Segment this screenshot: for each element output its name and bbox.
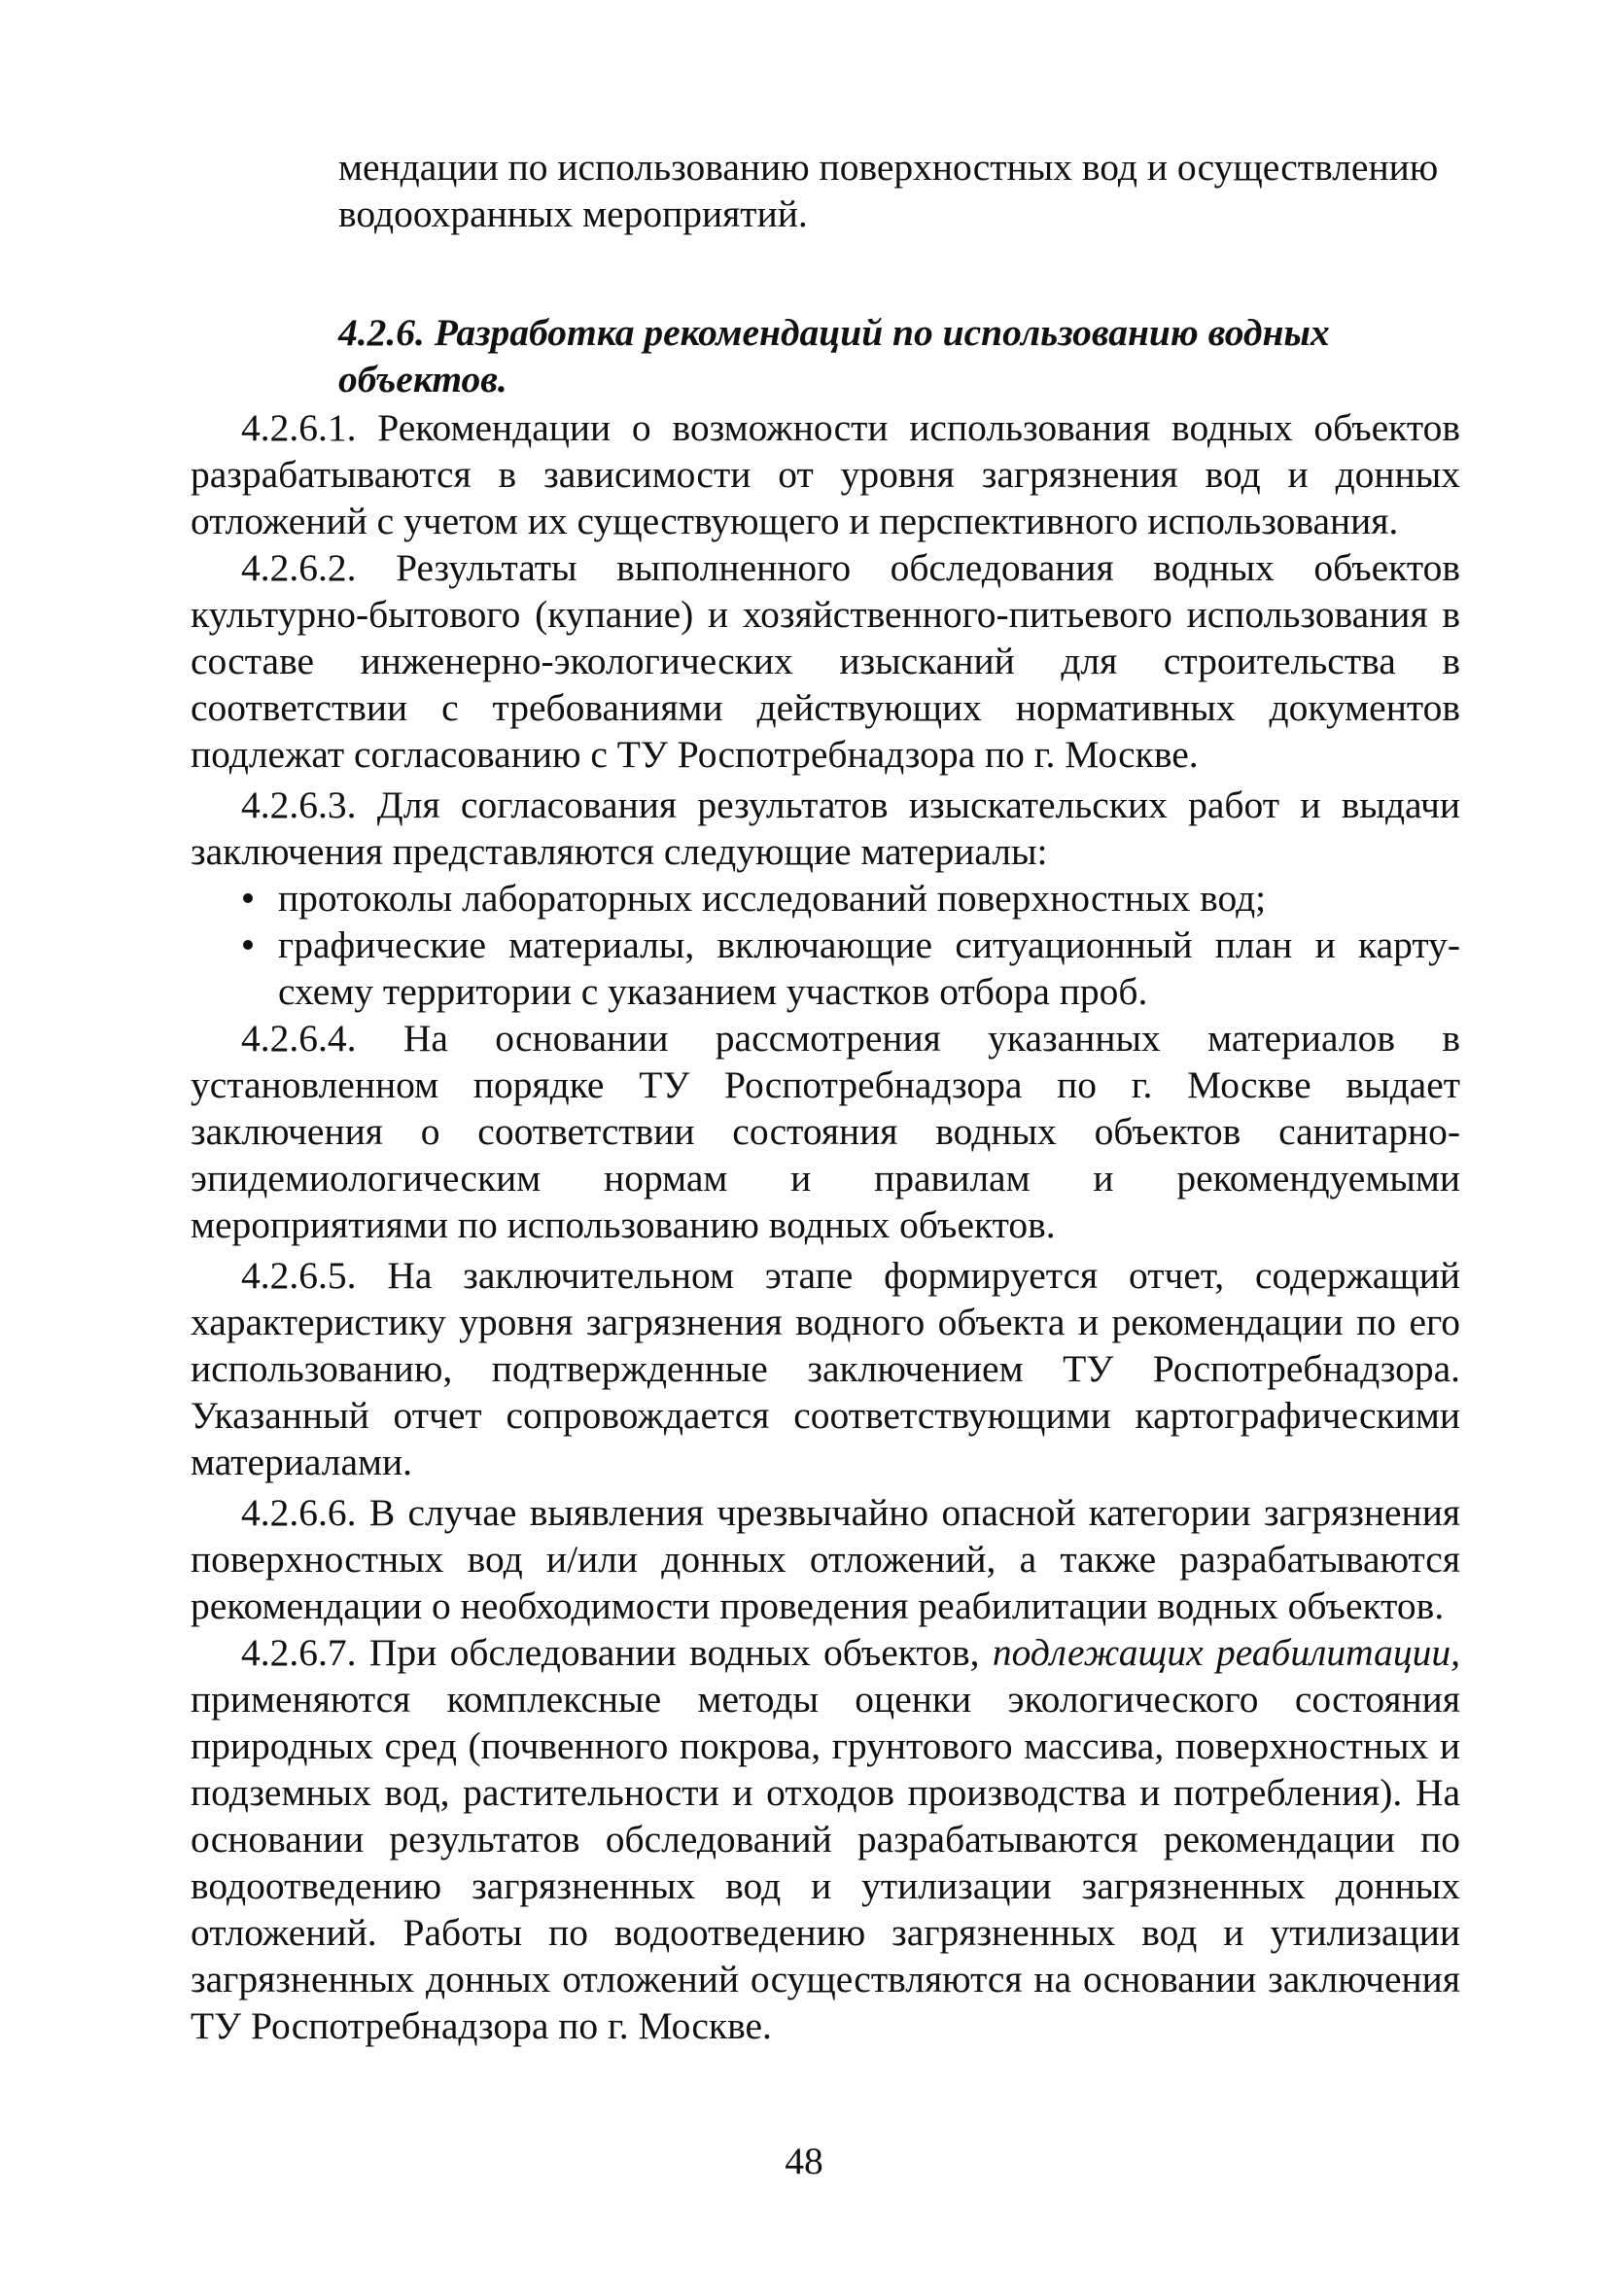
paragraph-text-start: 4.2.6.7. При обследовании водных объектов, — [241, 1631, 993, 1674]
list-item-text: графические материалы, включающие ситуационный план и карту-схему территории с указанием участков отбора проб. — [278, 923, 1460, 1013]
bullet-icon — [243, 940, 253, 950]
paragraph-4-2-6-5: 4.2.6.5. На заключительном этапе формируется отчет, содержащий характеристику уровня загрязнения водного объекта и рекомендации по его использованию, подтвержденные заключением ТУ Роспотребнадзора. Указанный отчет сопровождается соответствующими картографическими материалами. — [191, 1254, 1460, 1483]
list-item-text: протоколы лабораторных исследований поверхностных вод; — [278, 877, 1267, 920]
section-heading: 4.2.6. Разработка рекомендаций по использованию водных объектов. — [338, 311, 1330, 400]
list-item — [237, 922, 1460, 1015]
paragraph-4-2-6-4: 4.2.6.4. На основании рассмотрения указанных материалов в установленном порядке ТУ Роспотребнадзора по г. Москве выдает заключения о соответствии состояния водных объектов санитарно-эпидемиологическим нормам и правилам и рекомендуемыми мероприятиями по использованию водных объектов. — [191, 1017, 1460, 1246]
paragraph-4-2-6-7 — [191, 1629, 1460, 2049]
paragraph-4-2-6-2: 4.2.6.2. Результаты выполненного обследования водных объектов культурно-бытового (купание) и хозяйственного-питьевого использования в составе инженерно-экологических изысканий для строительства в соответствии с требованиями действующих нормативных документов подлежат согласованию с ТУ Роспотребнадзора по г. Москве. — [191, 546, 1460, 776]
paragraph-4-2-6-3: 4.2.6.3. Для согласования результатов изыскательских работ и выдачи заключения представляются следующие материалы: — [191, 783, 1460, 873]
bullet-icon — [243, 893, 253, 903]
paragraph-text-end: применяются комплексные методы оценки экологического состояния природных сред (почвенного покрова, грунтового массива, поверхностных и подземных вод, растительности и отходов производства и потребления). На основании результатов обследований разрабатываются рекомендации по водоотведению загрязненных вод и утилизации загрязненных донных отложений. Работы по водоотведению загрязненных вод и утилизации загрязненных донных отложений осуществляются на основании заключения ТУ Роспотребнадзора по г. Москве. — [191, 1678, 1460, 2047]
list-item — [237, 875, 1460, 922]
paragraph-4-2-6-1: 4.2.6.1. Рекомендации о возможности использования водных объектов разрабатываются в зависимости от уровня загрязнения вод и донных отложений с учетом их существующего и перспективного использования. — [191, 406, 1460, 542]
italic-emphasis: подлежащих реабилитации, — [992, 1631, 1460, 1674]
page-number: 48 — [785, 2139, 823, 2182]
section-body — [191, 404, 1460, 2053]
intro-text: мендации по использованию поверхностных вод и осуществлению водоохранных мероприятий. — [338, 146, 1439, 235]
materials-list — [191, 875, 1460, 1015]
paragraph-4-2-6-6: 4.2.6.6. В случае выявления чрезвычайно опасной категории загрязнения поверхностных вод и/или донных отложений, а также разрабатываются рекомендации о необходимости проведения реабилитации водных объектов. — [191, 1491, 1460, 1627]
